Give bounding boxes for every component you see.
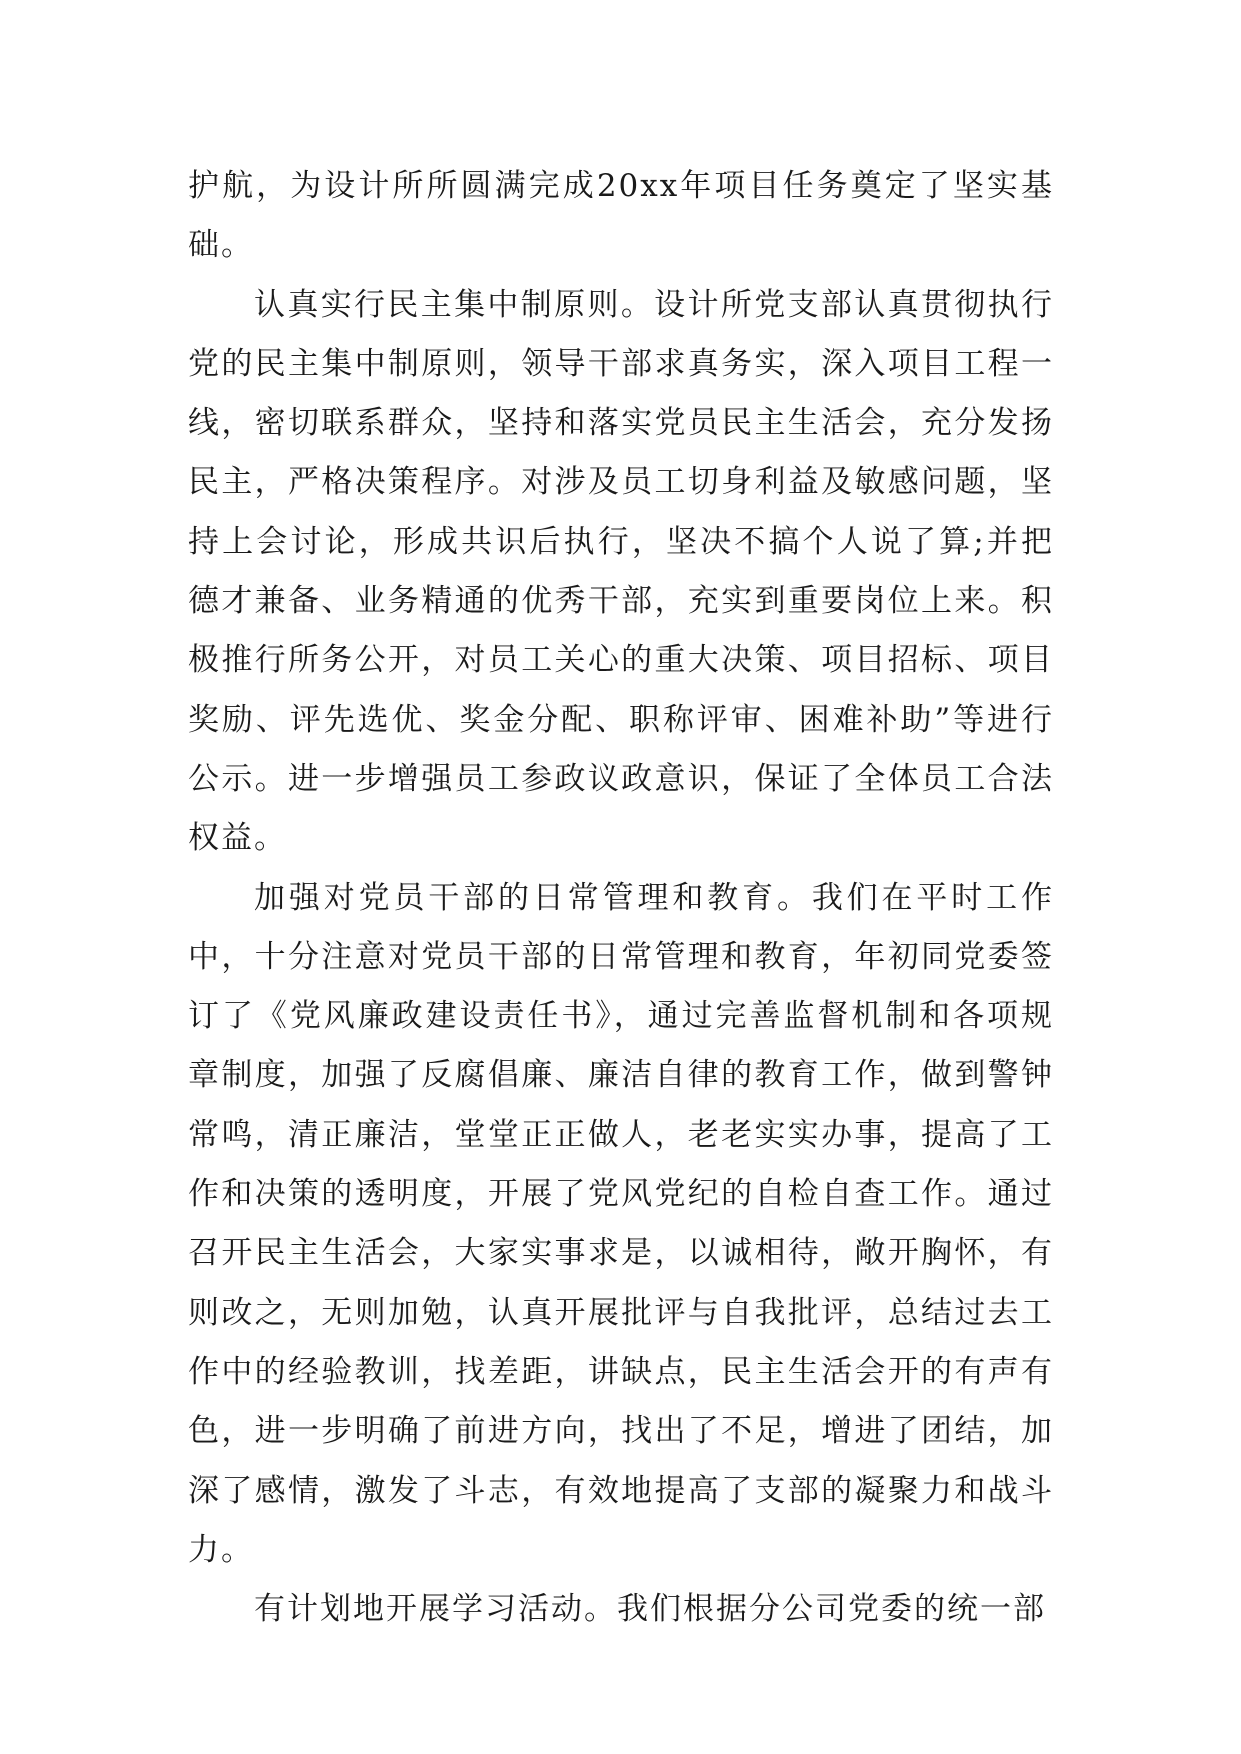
document-body [188,157,1054,1639]
paragraph-1: 护航，为设计所所圆满完成20xx年项目任务奠定了坚实基础。 [188,168,1054,264]
paragraph-4: 有计划地开展学习活动。我们根据分公司党委的统一部 [254,1591,1046,1628]
paragraph-3: 加强对党员干部的日常管理和教育。我们在平时工作中，十分注意对党员干部的日常管理和教育，年初同党委签订了《党风廉政建设责任书》，通过完善监督机制和各项规章制度，加强了反腐倡廉、廉洁自律的教育工作，做到警钟常鸣，清正廉洁，堂堂正正做人，老老实实办事，提高了工作和决策的透明度，开展了党风党纪的自检自查工作。通过召开民主生活会，大家实事求是，以诚相待，敞开胸怀，有则改之，无则加勉，认真开展批评与自我批评，总结过去工作中的经验教训，找差距，讲缺点，民主生活会开的有声有色，进一步明确了前进方向，找出了不足，增进了团结，加深了感情，激发了斗志，有效地提高了支部的凝聚力和战斗力。 [188,879,1054,1568]
paragraph-2: 认真实行民主集中制原则。设计所党支部认真贯彻执行党的民主集中制原则，领导干部求真务实，深入项目工程一线，密切联系群众，坚持和落实党员民主生活会，充分发扬民主，严格决策程序。对涉及员工切身利益及敏感问题，坚持上会讨论，形成共识后执行，坚决不搞个人说了算;并把德才兼备、业务精通的优秀干部，充实到重要岗位上来。积极推行所务公开，对员工关心的重大决策、项目招标、项目奖励、评先选优、奖金分配、职称评审、困难补助”等进行公示。进一步增强员工参政议政意识，保证了全体员工合法权益。 [188,286,1054,857]
